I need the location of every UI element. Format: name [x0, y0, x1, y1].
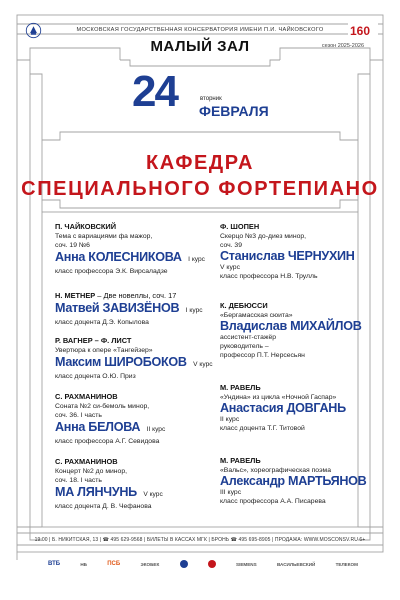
details-line: II курс: [220, 416, 240, 423]
sponsor-logo: ЭКОБЕК: [140, 561, 160, 567]
performer-course: V курс: [143, 491, 163, 498]
performer-name: Матвей ЗАВИЗЁНОВ: [55, 301, 180, 315]
program-item: [220, 383, 380, 433]
sponsor-logo: ПСБ: [107, 561, 121, 567]
performer-name: МА ЛЯНЧУНЬ: [55, 485, 137, 499]
work-line: соч. 36. I часть: [55, 412, 102, 419]
composer-name: Н. МЕТНЕР: [55, 291, 96, 300]
teacher-line: класс профессора Э.К. Вирсаладзе: [55, 268, 168, 275]
program-item: [55, 392, 215, 446]
performer-course: II курс: [146, 426, 166, 433]
composer: [55, 291, 215, 301]
sponsor-logo: ТЕЛЕКОМ: [335, 561, 358, 567]
performer-line: [55, 420, 215, 437]
details-line: V курс: [220, 264, 240, 271]
work-line: Соната №2 си-бемоль минор,: [55, 403, 150, 410]
program-item: [55, 336, 215, 381]
composer: Р. ВАГНЕР – Ф. ЛИСТ: [55, 336, 132, 345]
details-line: III курс: [220, 489, 242, 496]
performer-line: [55, 355, 215, 372]
performer-name: Анна БЕЛОВА: [55, 420, 141, 434]
performer-name: Владислав МИХАЙЛОВ: [220, 319, 362, 333]
performer-course: I курс: [185, 307, 203, 314]
composer: С. РАХМАНИНОВ: [55, 457, 118, 466]
concert-info-footer: 19:00 | Б. НИКИТСКАЯ, 13 | ☎ 495 629-9568 | БИЛЕТЫ В КАССАХ МГК | БРОНЬ ☎ 495 695-8905 | ПРОДАЖА: WWW.MOSCONSV.RU 6+: [34, 537, 366, 543]
composer: М. РАВЕЛЬ: [220, 383, 261, 392]
program-item: [220, 301, 380, 360]
department-title-line1: КАФЕДРА: [145, 152, 255, 174]
date-day: 24: [132, 67, 177, 116]
teacher-line: класс доцента О.Ю. Приз: [55, 373, 136, 380]
season-label: сезон 2025-2026: [321, 43, 364, 49]
work-line: Скерцо №3 до-диез минор,: [220, 233, 307, 240]
composer: С. РАХМАНИНОВ: [55, 392, 118, 401]
teacher-line: класс доцента Д.Э. Копылова: [55, 319, 149, 326]
teacher-line: класс профессора А.Г. Севидова: [55, 438, 160, 445]
performer-name: Анастасия ДОВГАНЬ: [220, 401, 346, 415]
details-line: класс профессора Н.В. Трулль: [220, 273, 318, 280]
performer-name: Анна КОЛЕСНИКОВА: [55, 250, 182, 264]
program-item: [220, 222, 380, 281]
sponsor-logo: ВАСИЛЬЕВСКИЙ: [276, 561, 316, 567]
sponsor-logo: НБ: [80, 561, 87, 567]
performer-name: Станислав ЧЕРНУХИН: [220, 249, 355, 263]
program-item: [55, 291, 215, 327]
program-item: [220, 456, 380, 506]
work-line: «Ундина» из цикла «Ночной Гаспар»: [220, 394, 337, 401]
sponsor-logo-icon: [180, 560, 188, 568]
details-line: класс доцента Т.Г. Титовой: [220, 425, 305, 432]
details-line: ассистент-стажёр: [220, 334, 277, 341]
work-line: соч. 19 №6: [55, 242, 90, 249]
institution-name: МОСКОВСКАЯ ГОСУДАРСТВЕННАЯ КОНСЕРВАТОРИЯ ИМЕНИ П.И. ЧАЙКОВСКОГО: [76, 27, 324, 33]
work-line: соч. 18. I часть: [55, 477, 102, 484]
performer-line: [55, 485, 215, 502]
date-month: ФЕВРАЛЯ: [199, 103, 269, 119]
performer-course: I курс: [188, 256, 205, 263]
performer-course: V курс: [193, 361, 213, 368]
composer: К. ДЕБЮССИ: [220, 301, 268, 310]
work-line: соч. 39: [220, 242, 242, 249]
performer-line: [55, 301, 215, 318]
program-item: [55, 457, 215, 511]
composer: П. ЧАЙКОВСКИЙ: [55, 222, 117, 231]
details-line: профессор П.Т. Нерсесьян: [220, 352, 305, 359]
work-line: Тема с вариациями фа мажор,: [55, 233, 153, 240]
hall-name: МАЛЫЙ ЗАЛ: [150, 38, 250, 55]
work-line: «Вальс», хореографическая поэма: [220, 467, 332, 474]
sponsor-logo: ВТБ: [48, 561, 61, 567]
sponsor-logo: SIEMENS: [236, 561, 257, 567]
date-weekday: вторник: [200, 96, 222, 102]
program-item: [55, 222, 215, 276]
sponsor-logos: [48, 556, 358, 572]
performer-name: Александр МАРТЬЯНОВ: [220, 474, 367, 488]
work-line: Концерт №2 до минор,: [55, 468, 127, 475]
performer-line: [55, 250, 215, 267]
details-line: руководитель –: [220, 343, 269, 350]
work-line: Увертюра к опере «Тангейзер»: [55, 347, 153, 354]
composer: Ф. ШОПЕН: [220, 222, 260, 231]
sponsor-logo-icon: [208, 560, 216, 568]
teacher-line: класс доцента Д. В. Чефанова: [55, 503, 152, 510]
work-line: «Бергамасская сюита»: [220, 312, 293, 319]
svg-text:160: 160: [350, 24, 371, 37]
department-title-line2: СПЕЦИАЛЬНОГО ФОРТЕПИАНО: [21, 178, 379, 200]
composer: М. РАВЕЛЬ: [220, 456, 261, 465]
work-inline: – Две новеллы, соч. 17: [95, 291, 177, 300]
details-line: класс профессора А.А. Писарева: [220, 498, 326, 505]
performer-name: Максим ШИРОБОКОВ: [55, 355, 187, 369]
